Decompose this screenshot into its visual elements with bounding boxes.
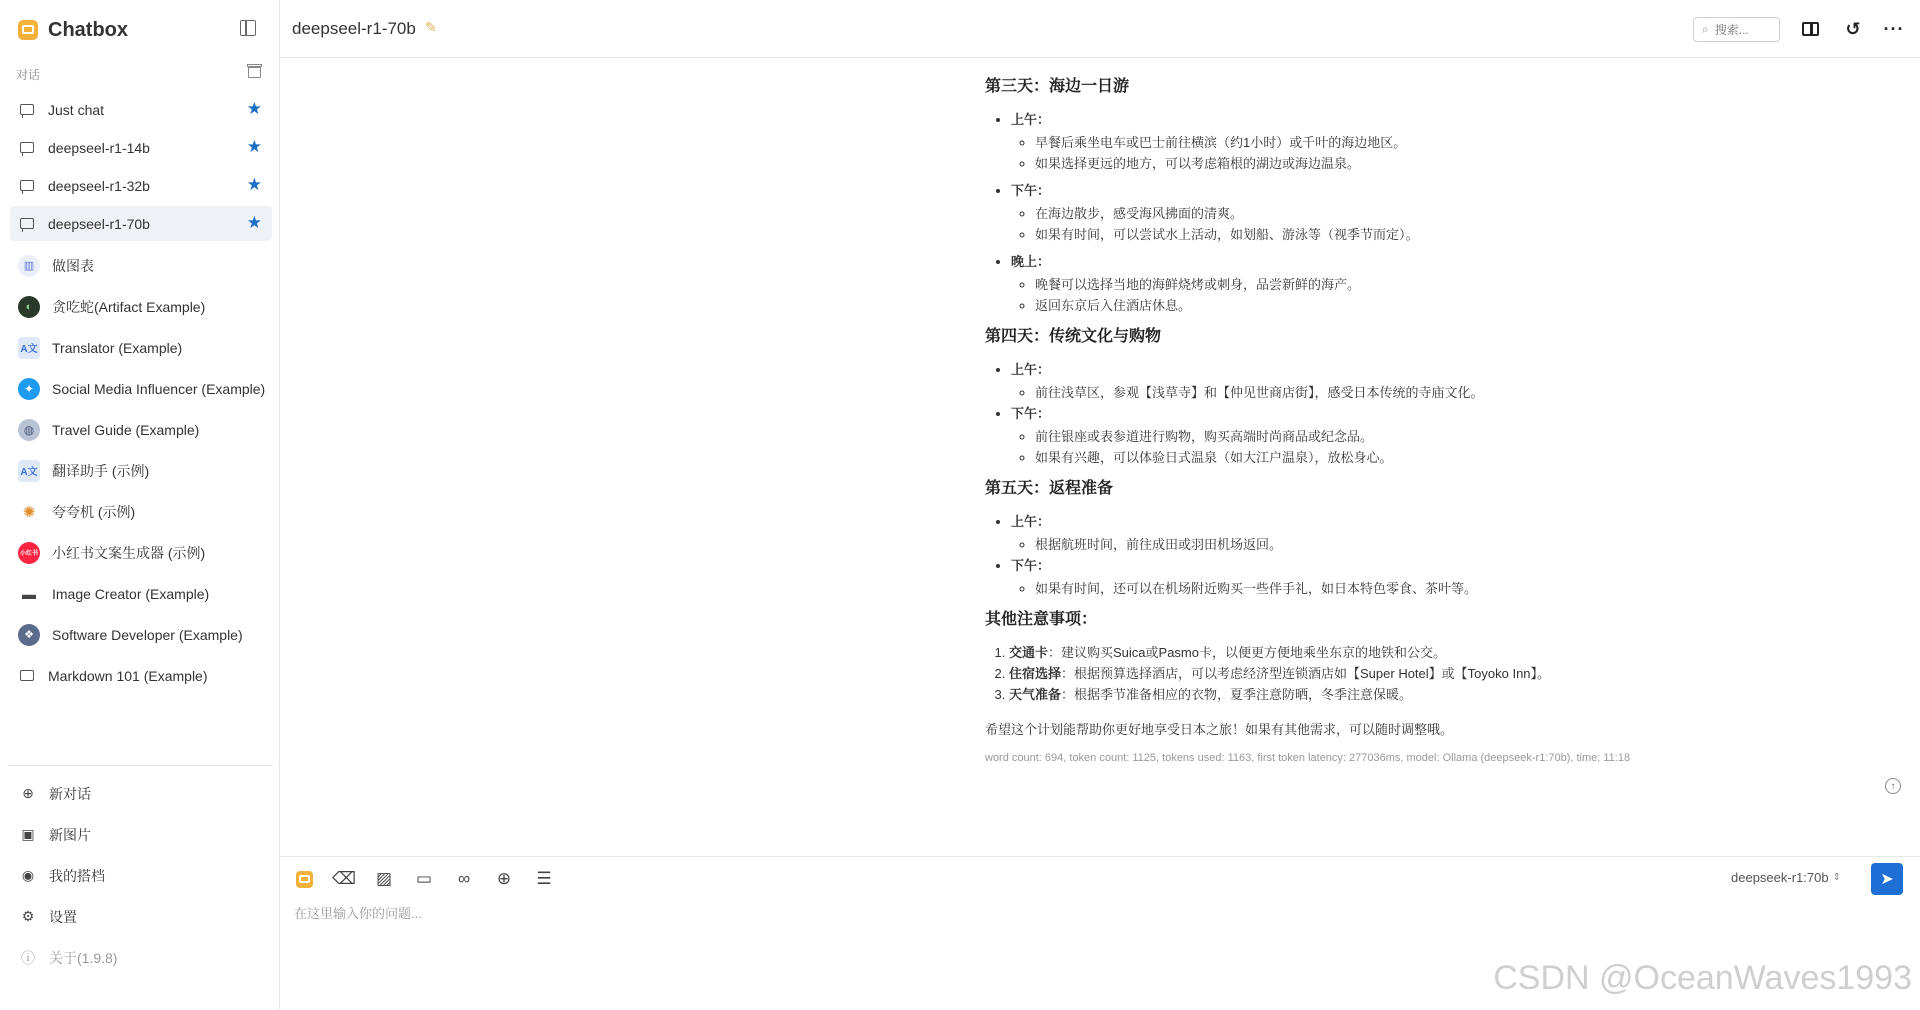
chevron-updown-icon: ⇕	[1832, 872, 1841, 883]
activity-item: ◦ 如果有时间，可以尝试水上活动，如划船、游泳等（视季节而定）。	[1035, 224, 1855, 245]
copilot-label: Software Developer (Example)	[52, 626, 243, 643]
folder-icon: ▭	[415, 869, 433, 888]
period-label: 下午：	[1011, 406, 1051, 421]
copilot-item[interactable]	[10, 409, 272, 450]
search-input[interactable]	[1715, 23, 1765, 37]
session-item-active[interactable]	[10, 206, 272, 241]
compliment-avatar-icon: ✺	[18, 501, 40, 523]
copilot-label: Image Creator (Example)	[52, 585, 210, 602]
note-item	[1009, 642, 1855, 663]
new-chat-button[interactable]	[10, 773, 272, 814]
model-name: deepseek-r1:70b	[1731, 870, 1829, 885]
send-button[interactable]	[1871, 863, 1903, 895]
activity-item: ◦ 如果有兴趣，可以体验日式温泉（如大江户温泉），放松身心。	[1035, 447, 1855, 468]
note-label: 住宿选择	[1009, 666, 1062, 681]
note-text: ：根据预算选择酒店，可以考虑经济型连锁酒店如【Super Hotel】或【Toyoko Inn】。	[1061, 666, 1551, 681]
schedule-item	[1011, 180, 1855, 245]
conversation-title[interactable]: deepseel-r1-70b	[292, 19, 416, 38]
history-icon: ↺	[1845, 18, 1861, 39]
message-meta: word count: 694, token count: 1125, tokens used: 1163, first token latency: 277036ms, model: Ollama (deepseek-r1:70b), time: 11:18	[985, 752, 1631, 764]
sidebar-divider	[8, 765, 273, 766]
star-icon[interactable]: ★	[246, 175, 262, 194]
more-tools-button[interactable]	[532, 867, 556, 891]
closing-text: 希望这个计划能帮助你更好地享受日本之旅！如果有其他需求，可以随时调整哦。	[985, 722, 1454, 737]
conversation-header	[280, 0, 1920, 58]
copilot-label: 夸夸机 (示例)	[52, 503, 136, 520]
chat-bubble-icon	[20, 142, 34, 153]
link-icon: ∞	[457, 869, 471, 888]
note-text: ：建议购买Suica或Pasmo卡，以便更方便地乘坐东京的地铁和公交。	[1048, 645, 1446, 660]
eraser-icon: ⌫	[331, 869, 357, 888]
activity-item: ◦ 前往银座或表参道进行购物，购买高端时尚商品或纪念品。	[1035, 426, 1855, 447]
attach-image-button[interactable]	[372, 867, 396, 891]
assistant-message	[985, 76, 1855, 769]
chat-bubble-icon	[20, 670, 34, 681]
model-selector[interactable]	[1731, 870, 1841, 885]
message-input[interactable]	[292, 901, 1856, 965]
copilot-item[interactable]	[10, 532, 272, 573]
copilot-item[interactable]	[10, 286, 272, 327]
edit-title-icon[interactable]: ✎	[425, 19, 437, 35]
copilot-label: 小红书文案生成器 (示例)	[52, 544, 206, 561]
scroll-to-top-button[interactable]: ↑	[1885, 778, 1901, 794]
copilot-label: Travel Guide (Example)	[52, 421, 200, 438]
settings-button[interactable]	[10, 896, 272, 937]
input-toolbar	[292, 867, 572, 891]
my-copilots-label: 我的搭档	[49, 867, 105, 884]
section-heading: 其他注意事项：	[985, 611, 1098, 628]
snake-avatar-icon: ◐	[18, 296, 40, 318]
copilot-icon: ◉	[21, 867, 35, 883]
note-item	[1009, 663, 1855, 684]
search-box[interactable]	[1693, 17, 1780, 42]
new-image-button[interactable]	[10, 814, 272, 855]
copilot-label: 贪吃蛇(Artifact Example)	[52, 298, 206, 315]
session-label: Just chat	[48, 101, 105, 118]
new-image-icon: ▣	[21, 826, 35, 842]
star-icon[interactable]: ★	[246, 213, 262, 232]
chat-bubble-icon	[20, 218, 34, 229]
info-icon: ⓘ	[21, 949, 35, 966]
copilot-list	[10, 245, 272, 696]
developer-avatar-icon: ❖	[18, 624, 40, 646]
period-label: 上午：	[1011, 112, 1051, 127]
copilot-label: Social Media Influencer (Example)	[52, 380, 266, 397]
archive-icon[interactable]	[248, 67, 261, 78]
session-item[interactable]	[10, 92, 272, 127]
chatbox-logo-icon	[18, 20, 38, 40]
period-label: 上午：	[1011, 362, 1051, 377]
star-icon[interactable]: ★	[246, 99, 262, 118]
web-search-button[interactable]	[492, 867, 516, 891]
new-image-label: 新图片	[49, 826, 91, 843]
activity-item: ◦ 前往浅草区，参观【浅草寺】和【仲见世商店街】，感受日本传统的寺庙文化。	[1035, 382, 1855, 403]
chat-area	[280, 58, 1920, 855]
schedule-item	[1011, 359, 1855, 403]
section-heading: 第五天：返程准备	[985, 480, 1114, 497]
copilot-item[interactable]	[10, 327, 272, 368]
copilot-item[interactable]	[10, 245, 272, 286]
clear-context-button[interactable]	[332, 867, 356, 891]
brand	[18, 16, 128, 44]
conversations-section-label: 对话	[16, 68, 41, 82]
translator-avatar-icon: A文	[18, 460, 40, 482]
schedule-item	[1011, 251, 1855, 316]
session-label: deepseel-r1-32b	[48, 177, 150, 194]
notes-list	[985, 642, 1855, 705]
history-button[interactable]	[1843, 19, 1863, 39]
note-item	[1009, 684, 1855, 705]
session-label: deepseel-r1-14b	[48, 139, 150, 156]
activity-item: ◦ 根据航班时间，前往成田或羽田机场返回。	[1035, 534, 1855, 555]
note-label: 天气准备	[1009, 687, 1062, 702]
session-item[interactable]	[10, 130, 272, 165]
translator-avatar-icon: A文	[18, 337, 40, 359]
xiaohongshu-avatar-icon: 小红书	[18, 542, 40, 564]
copilot-label: Translator (Example)	[52, 339, 183, 356]
activity-item: ◦ 晚餐可以选择当地的海鲜烧烤或刺身，品尝新鲜的海产。	[1035, 274, 1855, 295]
activity-item: ◦ 早餐后乘坐电车或巴士前往横滨（约1小时）或千叶的海边地区。	[1035, 132, 1855, 153]
about-label: 关于(1.9.8)	[49, 949, 118, 966]
image-icon: ▨	[375, 869, 393, 888]
chatbox-logo-icon	[296, 871, 313, 888]
copilot-item[interactable]	[10, 491, 272, 532]
globe-avatar-icon: ◍	[18, 419, 40, 441]
schedule-list	[985, 511, 1855, 599]
copilot-item[interactable]	[10, 450, 272, 491]
section-heading: 第三天：海边一日游	[985, 78, 1130, 95]
star-icon[interactable]: ★	[246, 137, 262, 156]
watermark: CSDN @OceanWaves1993	[1493, 959, 1912, 997]
period-label: 下午：	[1011, 183, 1051, 198]
session-item[interactable]	[10, 168, 272, 203]
chat-bubble-icon	[20, 180, 34, 191]
new-chat-label: 新对话	[49, 785, 91, 802]
attach-link-button[interactable]	[452, 867, 476, 891]
image-avatar-icon: ▬	[18, 583, 40, 605]
period-label: 上午：	[1011, 514, 1051, 529]
schedule-list	[985, 359, 1855, 468]
schedule-list	[985, 109, 1855, 316]
note-text: ：根据季节准备相应的衣物，夏季注意防晒，冬季注意保暖。	[1061, 687, 1413, 702]
chart-avatar-icon: ▥	[18, 255, 40, 277]
collapse-sidebar-icon[interactable]	[240, 20, 256, 36]
sidebar-menu	[10, 773, 272, 978]
twitter-avatar-icon: ✦	[18, 378, 40, 400]
activity-item: ◦ 如果有时间，还可以在机场附近购买一些伴手礼，如日本特色零食、茶叶等。	[1035, 578, 1855, 599]
toggle-layout-button[interactable]	[1800, 19, 1820, 39]
app-name: Chatbox	[48, 18, 128, 41]
activity-item: ◦ 在海边散步，感受海风拂面的清爽。	[1035, 203, 1855, 224]
settings-label: 设置	[49, 908, 77, 925]
chatbox-settings-button[interactable]	[292, 867, 316, 891]
layout-icon	[1802, 22, 1819, 36]
copilot-label: 做图表	[52, 257, 94, 274]
section-heading: 第四天：传统文化与购物	[985, 328, 1162, 345]
copilot-label: 翻译助手 (示例)	[52, 462, 150, 479]
activity-item: ◦ 如果选择更远的地方，可以考虑箱根的湖边或海边温泉。	[1035, 153, 1855, 174]
input-area	[280, 856, 1920, 1010]
sidebar	[0, 0, 280, 1009]
chat-bubble-icon	[20, 104, 34, 115]
copilot-item[interactable]	[10, 368, 272, 409]
settings-icon: ⚙	[21, 908, 35, 924]
copilot-item[interactable]	[10, 614, 272, 655]
period-label: 晚上：	[1011, 254, 1051, 269]
more-icon: ···	[1883, 18, 1905, 39]
copilot-item[interactable]	[10, 655, 272, 696]
send-icon: ➤	[1880, 871, 1894, 888]
copilot-label: Markdown 101 (Example)	[48, 667, 208, 684]
session-list	[10, 92, 272, 244]
schedule-item	[1011, 555, 1855, 599]
schedule-item	[1011, 109, 1855, 174]
schedule-item	[1011, 511, 1855, 555]
sliders-icon: ☰	[536, 869, 552, 888]
attach-file-button[interactable]	[412, 867, 436, 891]
note-label: 交通卡	[1009, 645, 1049, 660]
copilot-item[interactable]	[10, 573, 272, 614]
globe-icon: ⊕	[496, 869, 512, 888]
about-button[interactable]	[10, 937, 272, 978]
session-label: deepseel-r1-70b	[48, 215, 150, 232]
new-chat-icon: ⊕	[22, 785, 34, 801]
period-label: 下午：	[1011, 558, 1051, 573]
search-icon: ⌕	[1702, 22, 1709, 36]
my-copilots-button[interactable]	[10, 855, 272, 896]
schedule-item	[1011, 403, 1855, 468]
more-options-button[interactable]	[1884, 19, 1904, 39]
activity-item: ◦ 返回东京后入住酒店休息。	[1035, 295, 1855, 316]
